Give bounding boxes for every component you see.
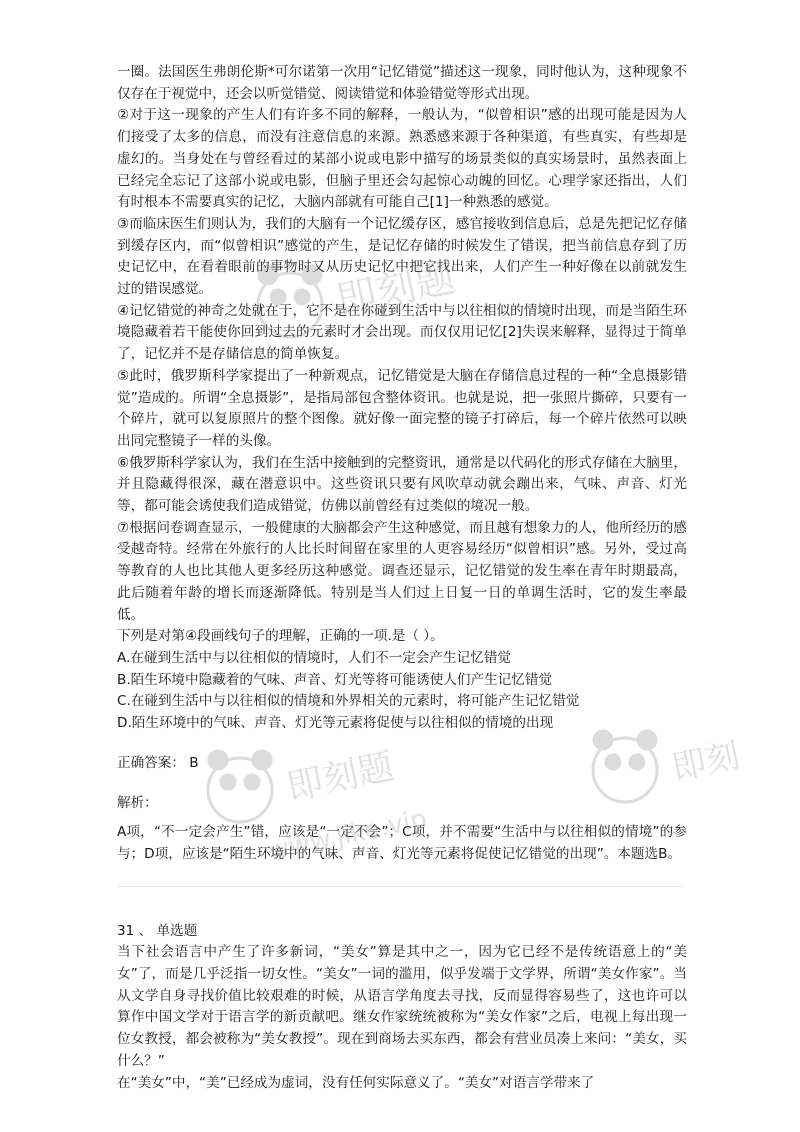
option-b: B.陌生环境中隐藏着的气味、声音、灯光等将可能诱使人们产生记忆错觉 <box>117 671 553 688</box>
correct-answer: 正确答案： B <box>117 754 199 771</box>
next-question-paragraph-2: 在“美女”中，“美”已经成为虚词，没有任何实际意义了。“美女”对语言学带来了 <box>117 1074 595 1091</box>
analysis-text: A项，“不一定会产生”错，应该是“一定不会”；C项，并不需要“生活中与以往相似的情境”的参与；D项，应该是“陌生环境中的气味、声音、灯光等元素将促使记忆错觉的出现”。本题选B。 <box>117 824 687 862</box>
paragraph-7: ⑦根据问卷调查显示，一般健康的大脑都会产生这种感觉，而且越有想象力的人，他所经历的感受越奇特。经常在外旅行的人比长时间留在家里的人更容易经历“似曾相识”感。另外，受过高等教育的人也比其他人更多经历这种感觉。调查还显示，记忆错觉的发生率在青年时期最高，此后随着年龄的增长而逐渐降低。特别是当人们过上日复一日的单调生活时，它的发生率最低。 <box>117 519 687 623</box>
paragraph-4: ④记忆错觉的神奇之处就在于，它不是在你碰到生活中与以往相似的情境时出现，而是当陌生环境隐藏着若干能使你回到过去的元素时才会出现。而仅仅用记忆[2]失误来解释，显得过于简单了，记忆并不是存储信息的简单恢复。 <box>117 302 687 363</box>
next-question-paragraph-1: 当下社会语言中产生了许多新词，“美女”算是其中之一，因为它已经不是传统语意上的“美女”了，而是几乎泛指一切女性。“美女”一词的滥用，似乎发端于文学界，所谓“美女作家”。当从文学自身寻找价值比较艰难的时候，从语言学角度去寻找，反而显得容易些了，这也许可以算作中国文学对于语言学的新贡献吧。继女作家统统被称为“美女作家”之后，电视上每出现一位女教授，都会被称为“美女教授”。现在到商场去买东西，都会有营业员凑上来问：“美女，买什么？” <box>117 944 687 1069</box>
svg-text:www.jike.vip: www.jike.vip <box>265 803 430 867</box>
paragraph-3: ③而临床医生们则认为，我们的大脑有一个记忆缓存区，感官接收到信息后，总是先把记忆存储到缓存区内，而“似曾相识”感觉的产生，是记忆存储的时候发生了错误，把当前信息存到了历史记忆中，在看着眼前的事物时又从历史记忆中把它找出来，人们产生一种好像在以前就发生过的错误感觉。 <box>117 215 687 298</box>
question-header: 31 、 单选题 <box>117 922 198 939</box>
paragraph-6: ⑥俄罗斯科学家认为，我们在生活中接触到的完整资讯，通常是以代码化的形式存储在大脑里，并且隐藏得很深，藏在潜意识中。这些资讯只要有风吹草动就会蹦出来，气味、声音、灯光等，都可能会诱使我们造成错觉，仿佛以前曾经有过类似的境况一般。 <box>117 454 687 515</box>
svg-text:即刻题: 即刻题 <box>332 254 460 325</box>
analysis-label: 解析： <box>117 794 158 811</box>
paragraph-2: ②对于这一现象的产生人们有许多不同的解释，一般认为，“似曾相识”感的出现可能是因为人们接受了太多的信息，而没有注意信息的来源。熟悉感来源于各种渠道，有些真实，有些却是虚幻的。当身处在与曾经看过的某部小说或电影中描写的场景类似的真实场景时，虽然表面上已经完全忘记了这部小说或电影，但脑子里还会勾起惊心动魄的回忆。心理学家还指出，人们有时根本不需要真实的记忆，大脑内部就有可能自己[1]一种熟悉的感觉。 <box>117 107 687 211</box>
option-a: A.在碰到生活中与以往相似的情境时，人们不一定会产生记忆错觉 <box>117 649 512 666</box>
option-c: C.在碰到生活中与以往相似的情境和外界相关的元素时，将可能产生记忆错觉 <box>117 693 580 710</box>
svg-text:即刻: 即刻 <box>668 735 744 789</box>
paragraph-intro: 一圈。法国医生弗朗伦斯*可尔诺第一次用“记忆错觉”描述这一现象，同时他认为，这种现象不仅存在于视觉中，还会以听觉错觉、阅读错觉和体验错觉等形式出现。 <box>117 64 687 102</box>
section-divider <box>117 886 682 887</box>
paragraph-5: ⑤此时，俄罗斯科学家提出了一种新观点，记忆错觉是大脑在存储信息过程的一种“全息摄影错觉”造成的。所谓“全息摄影”，是指局部包含整体资讯。也就是说，把一张照片撕碎，只要有一个碎片，就可以复原照片的整个图像。就好像一面完整的镜子打碎后，每一个碎片依然可以映出同完整镜子一样的头像。 <box>117 367 687 449</box>
question-stem: 下列是对第④段画线句子的理解，正确的一项.是（ ）。 <box>117 628 444 645</box>
svg-text:即刻题: 即刻题 <box>283 746 398 809</box>
option-d: D.陌生环境中的气味、声音、灯光等元素将促使与以往相似的情境的出现 <box>117 715 554 732</box>
document-page <box>117 62 687 1094</box>
